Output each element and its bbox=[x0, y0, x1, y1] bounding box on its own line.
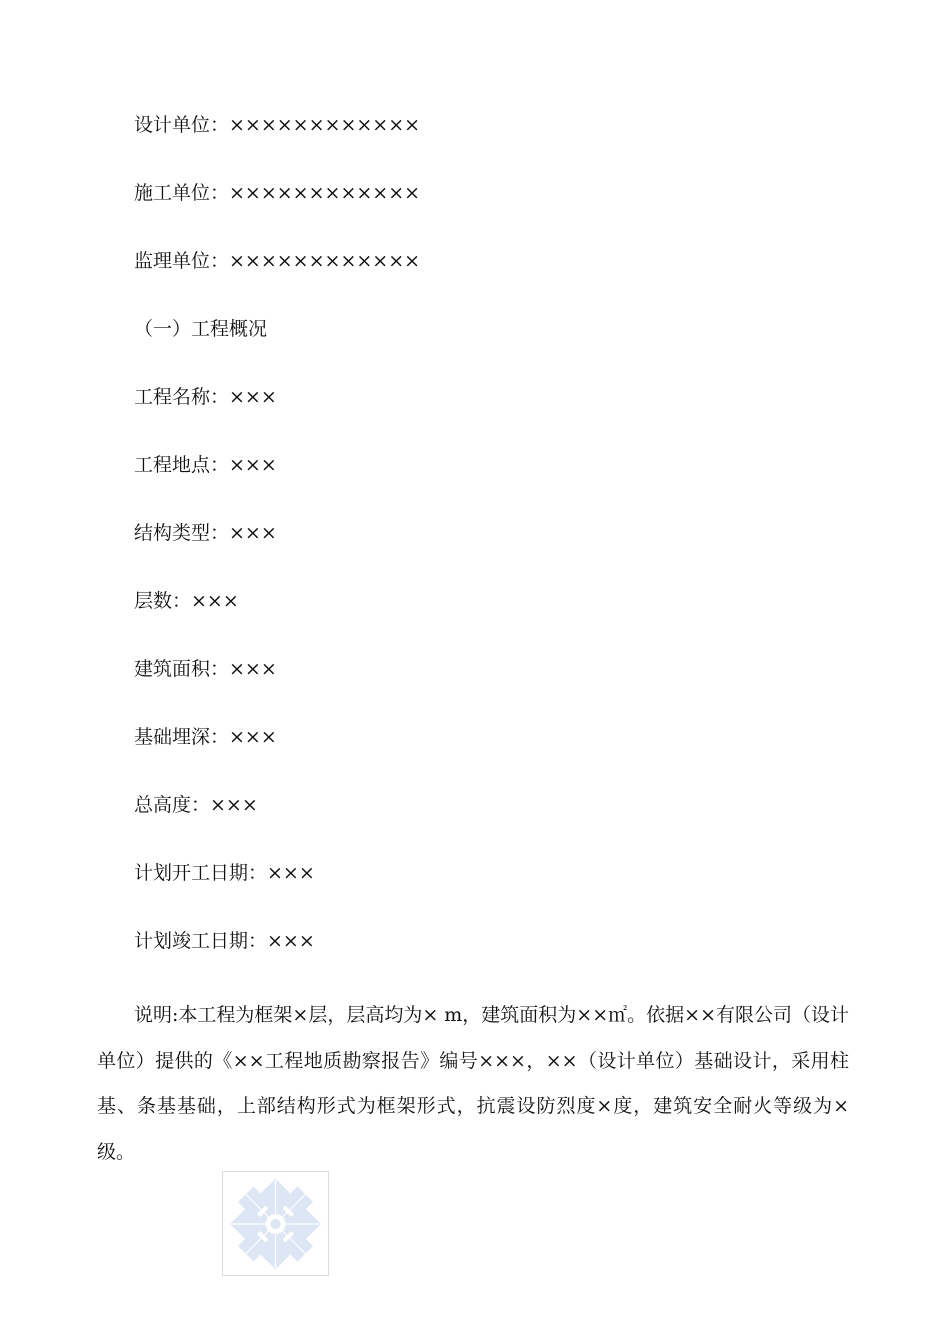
structure-type-line: 结构类型：××× bbox=[134, 522, 277, 544]
project-name-line: 工程名称：××× bbox=[134, 386, 277, 408]
planned-start-date-line: 计划开工日期：××× bbox=[134, 862, 315, 884]
building-area-line: 建筑面积：××× bbox=[134, 658, 277, 680]
planned-completion-date-line: 计划竣工日期：××× bbox=[134, 930, 315, 952]
description-paragraph: 说明:本工程为框架×层，层高均为× m，建筑面积为××㎡。依据××有限公司（设计单位）提供的《××工程地质勘察报告》编号×××，××（设计单位）基础设计，采用柱基、条基基础，上部结构形式为框架形式，抗震设防烈度×度，建筑安全耐火等级为×级。 bbox=[97, 1004, 849, 1163]
construction-unit-line: 施工单位：×××××××××××× bbox=[134, 182, 421, 204]
watermark-logo bbox=[222, 1171, 329, 1276]
section-heading: （一）工程概况 bbox=[134, 318, 268, 340]
design-unit-line: 设计单位：×××××××××××× bbox=[134, 114, 421, 136]
supervision-unit-line: 监理单位：×××××××××××× bbox=[134, 250, 421, 272]
star-flower-logo-icon bbox=[223, 1172, 328, 1275]
floors-line: 层数：××× bbox=[134, 590, 239, 612]
project-location-line: 工程地点：××× bbox=[134, 454, 277, 476]
total-height-line: 总高度：××× bbox=[134, 794, 258, 816]
foundation-depth-line: 基础埋深：××× bbox=[134, 726, 277, 748]
